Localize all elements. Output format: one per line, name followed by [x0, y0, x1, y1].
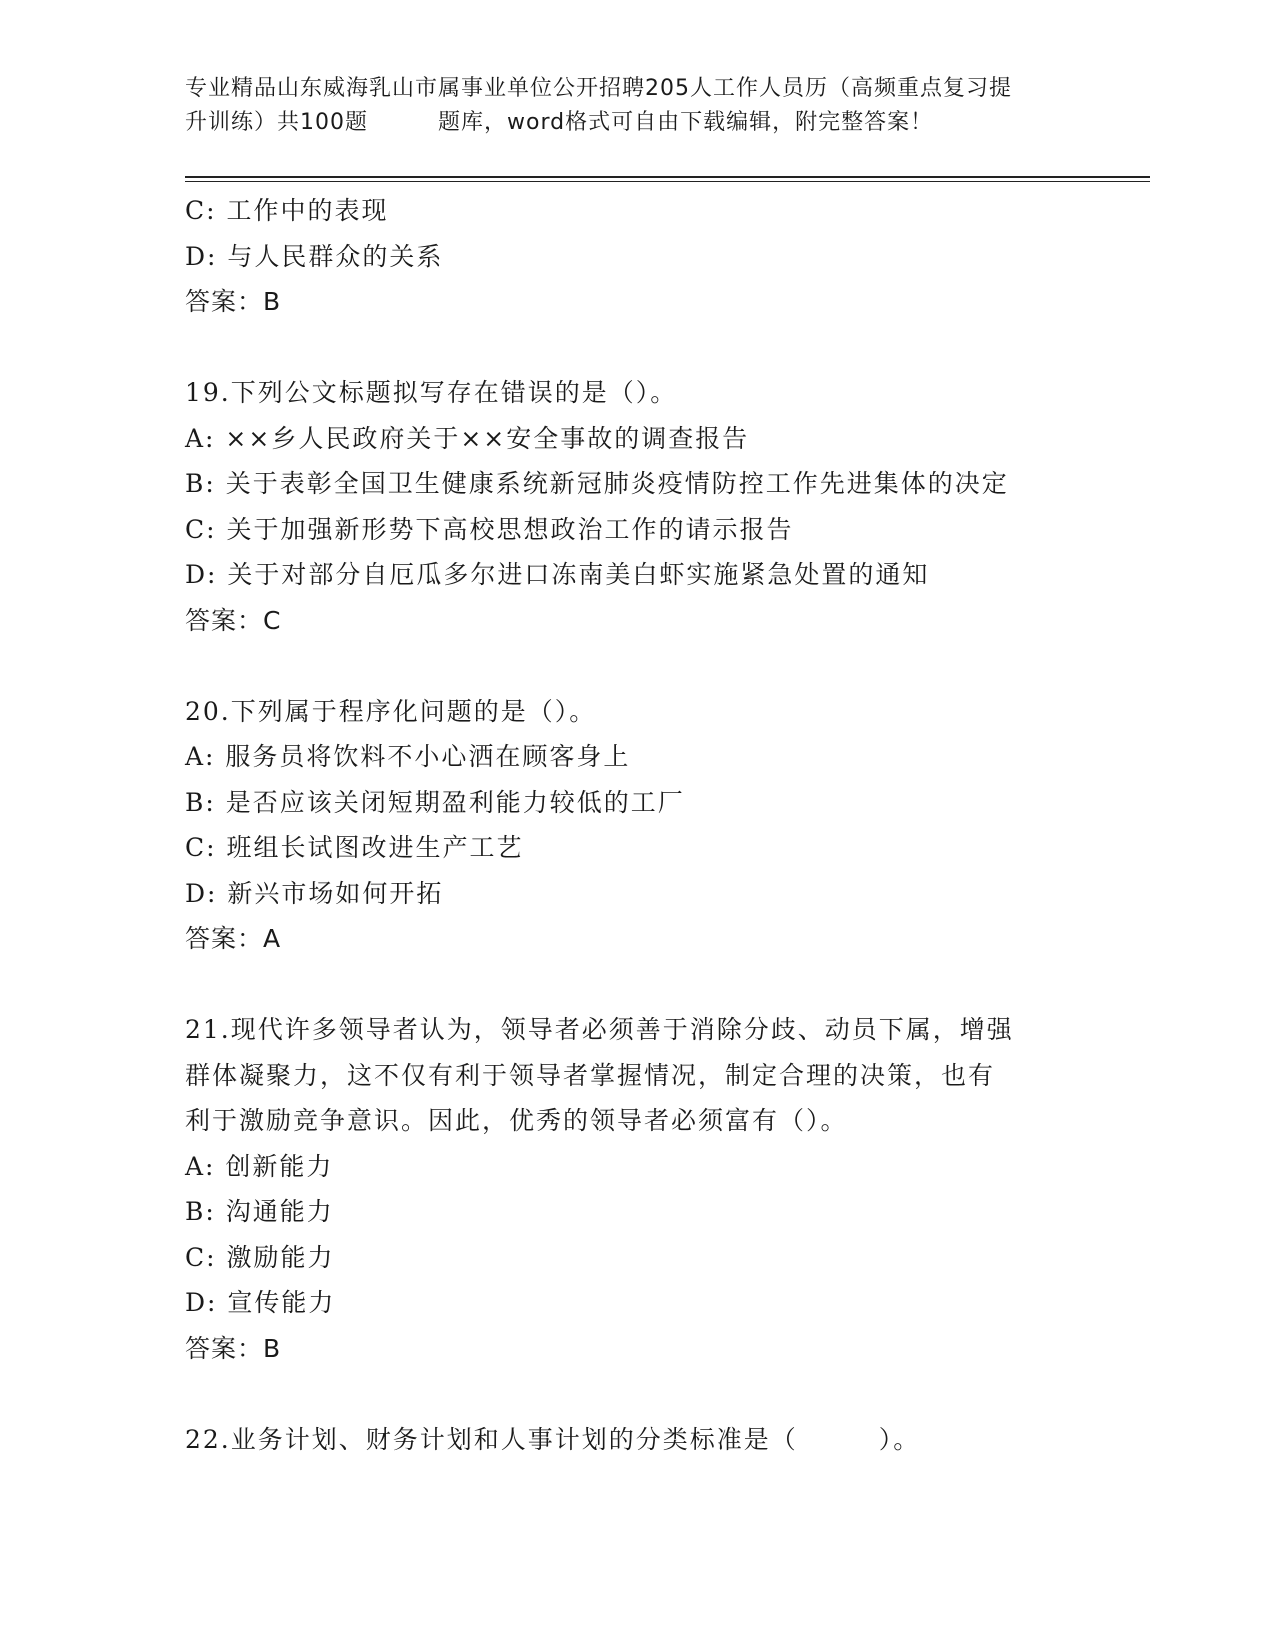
header-divider-thick [185, 176, 1150, 178]
answer-line: 答案：B [185, 287, 282, 316]
header-line-1: 专业精品山东威海乳山市属事业单位公开招聘205人工作人员历（高频重点复习提 [185, 76, 1012, 101]
question-stem: 20.下列属于程序化问题的是（）。 [185, 696, 597, 726]
answer-line: 答案：C [185, 605, 282, 635]
document-header [185, 72, 1095, 140]
question-stem-line-1: 21.现代许多领导者认为，领导者必须善于消除分歧、动员下属，增强 [185, 1015, 1014, 1044]
question-stem-line-3: 利于激励竞争意识。因此，优秀的领导者必须富有（）。 [185, 1106, 848, 1135]
option-a: A: 创新能力 [185, 1151, 334, 1181]
question-22 [185, 1417, 1105, 1463]
option-d: D: 关于对部分自厄瓜多尔进口冻南美白虾实施紧急处置的通知 [185, 560, 930, 589]
option-a: A: ××乡人民政府关于××安全事故的调查报告 [185, 423, 750, 453]
question-stem: 22.业务计划、财务计划和人事计划的分类标准是（ ）。 [185, 1424, 921, 1454]
question-20 [185, 689, 1105, 962]
option-a: A: 服务员将饮料不小心洒在顾客身上 [185, 742, 631, 771]
question-18-tail [185, 188, 1105, 325]
option-d: D: 新兴市场如何开拓 [185, 878, 444, 908]
option-c: C: 工作中的表现 [185, 196, 389, 225]
header-line-2-part-1: 升训练）共100题 [185, 110, 368, 135]
answer-line: 答案：B [185, 1333, 282, 1363]
answer-line: 答案：A [185, 924, 282, 953]
option-c: C: 激励能力 [185, 1242, 335, 1272]
question-stem-line-2: 群体凝聚力，这不仅有利于领导者掌握情况，制定合理的决策，也有 [185, 1060, 996, 1090]
option-b: B: 沟通能力 [185, 1197, 334, 1226]
question-21 [185, 1007, 1105, 1371]
question-stem: 19.下列公文标题拟写存在错误的是（）。 [185, 378, 678, 407]
option-d: D: 与人民群众的关系 [185, 241, 444, 271]
header-divider-thin [185, 181, 1150, 182]
option-c: C: 关于加强新形势下高校思想政治工作的请示报告 [185, 514, 794, 544]
header-line-2 [185, 106, 1095, 140]
option-b: B: 关于表彰全国卫生健康系统新冠肺炎疫情防控工作先进集体的决定 [185, 469, 1009, 498]
option-d: D: 宣传能力 [185, 1288, 336, 1317]
question-list [185, 188, 1105, 1462]
option-c: C: 班组长试图改进生产工艺 [185, 833, 524, 862]
header-line-2-part-2: 题库，word格式可自由下载编辑，附完整答案！ [438, 110, 934, 135]
question-19 [185, 370, 1105, 643]
option-b: B: 是否应该关闭短期盈利能力较低的工厂 [185, 787, 685, 817]
